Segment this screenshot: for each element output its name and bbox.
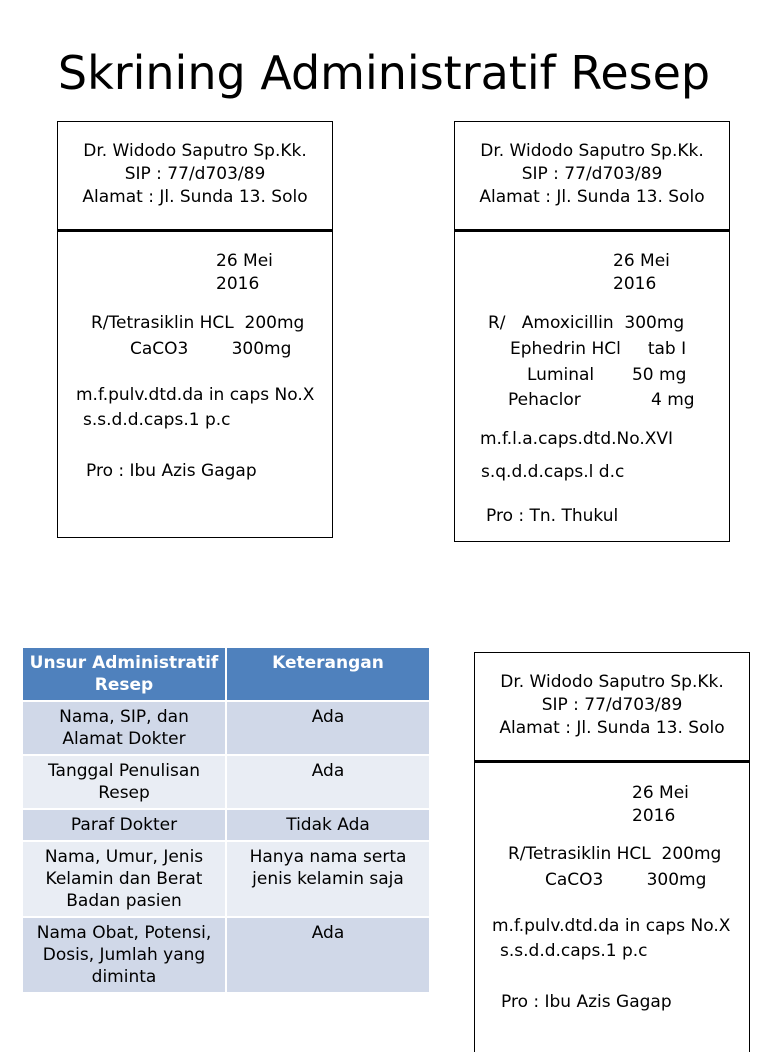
table-cell: Ada xyxy=(226,917,430,993)
prescription-header xyxy=(455,122,729,232)
table-header-cell: Keterangan xyxy=(226,647,430,701)
prescription-line: s.q.d.d.caps.l d.c xyxy=(481,462,625,482)
table-cell: Hanya nama serta jenis kelamin saja xyxy=(226,841,430,917)
prescription-date-day: 26 Mei xyxy=(632,783,689,803)
doctor-address: Alamat : Jl. Sunda 13. Solo xyxy=(499,718,725,738)
prescription-line: CaCO3 300mg xyxy=(130,339,292,359)
table-row xyxy=(22,701,430,755)
prescription-line: Pehaclor 4 mg xyxy=(508,390,695,410)
prescription-card-1 xyxy=(57,121,333,538)
prescription-line: m.f.pulv.dtd.da in caps No.X xyxy=(492,916,731,936)
table-row xyxy=(22,755,430,809)
doctor-name: Dr. Widodo Saputro Sp.Kk. xyxy=(83,141,307,161)
doctor-sip: SIP : 77/d703/89 xyxy=(521,164,663,184)
doctor-address: Alamat : Jl. Sunda 13. Solo xyxy=(82,187,308,207)
prescription-line: R/ Amoxicillin 300mg xyxy=(488,313,685,333)
table-cell: Ada xyxy=(226,755,430,809)
doctor-name: Dr. Widodo Saputro Sp.Kk. xyxy=(480,141,704,161)
table-row xyxy=(22,809,430,841)
doctor-sip: SIP : 77/d703/89 xyxy=(541,695,683,715)
prescription-line: s.s.d.d.caps.1 p.c xyxy=(83,410,231,430)
prescription-card-3 xyxy=(474,652,750,1052)
table-cell: Paraf Dokter xyxy=(22,809,226,841)
table-cell: Nama, Umur, Jenis Kelamin dan Berat Badan pasien xyxy=(22,841,226,917)
doctor-address: Alamat : Jl. Sunda 13. Solo xyxy=(479,187,705,207)
prescription-date-year: 2016 xyxy=(632,806,676,826)
prescription-date-day: 26 Mei xyxy=(216,251,273,271)
patient-name: Pro : Ibu Azis Gagap xyxy=(501,992,672,1012)
patient-name: Pro : Tn. Thukul xyxy=(486,506,619,526)
table-header-row xyxy=(22,647,430,701)
table-cell: Nama, SIP, dan Alamat Dokter xyxy=(22,701,226,755)
prescription-card-2 xyxy=(454,121,730,542)
prescription-date-day: 26 Mei xyxy=(613,251,670,271)
prescription-line: R/Tetrasiklin HCL 200mg xyxy=(508,844,722,864)
prescription-line: Ephedrin HCl tab I xyxy=(510,339,687,359)
prescription-line: s.s.d.d.caps.1 p.c xyxy=(500,941,648,961)
table-cell: Tidak Ada xyxy=(226,809,430,841)
table-cell: Tanggal Penulisan Resep xyxy=(22,755,226,809)
prescription-line: R/Tetrasiklin HCL 200mg xyxy=(91,313,305,333)
table-cell: Ada xyxy=(226,701,430,755)
prescription-line: CaCO3 300mg xyxy=(545,870,707,890)
prescription-header xyxy=(58,122,332,232)
prescription-line: m.f.l.a.caps.dtd.No.XVI xyxy=(480,429,674,449)
prescription-date-year: 2016 xyxy=(613,274,657,294)
prescription-line: m.f.pulv.dtd.da in caps No.X xyxy=(76,385,315,405)
table-header-cell: Unsur Administratif Resep xyxy=(22,647,226,701)
prescription-header xyxy=(475,653,749,763)
table-cell: Nama Obat, Potensi, Dosis, Jumlah yang diminta xyxy=(22,917,226,993)
prescription-line: Luminal 50 mg xyxy=(527,365,687,385)
administrative-screening-table xyxy=(21,646,431,994)
doctor-name: Dr. Widodo Saputro Sp.Kk. xyxy=(500,672,724,692)
page-title: Skrining Administratif Resep xyxy=(57,46,711,100)
table-row xyxy=(22,917,430,993)
doctor-sip: SIP : 77/d703/89 xyxy=(124,164,266,184)
table-row xyxy=(22,841,430,917)
prescription-date-year: 2016 xyxy=(216,274,260,294)
patient-name: Pro : Ibu Azis Gagap xyxy=(86,461,257,481)
